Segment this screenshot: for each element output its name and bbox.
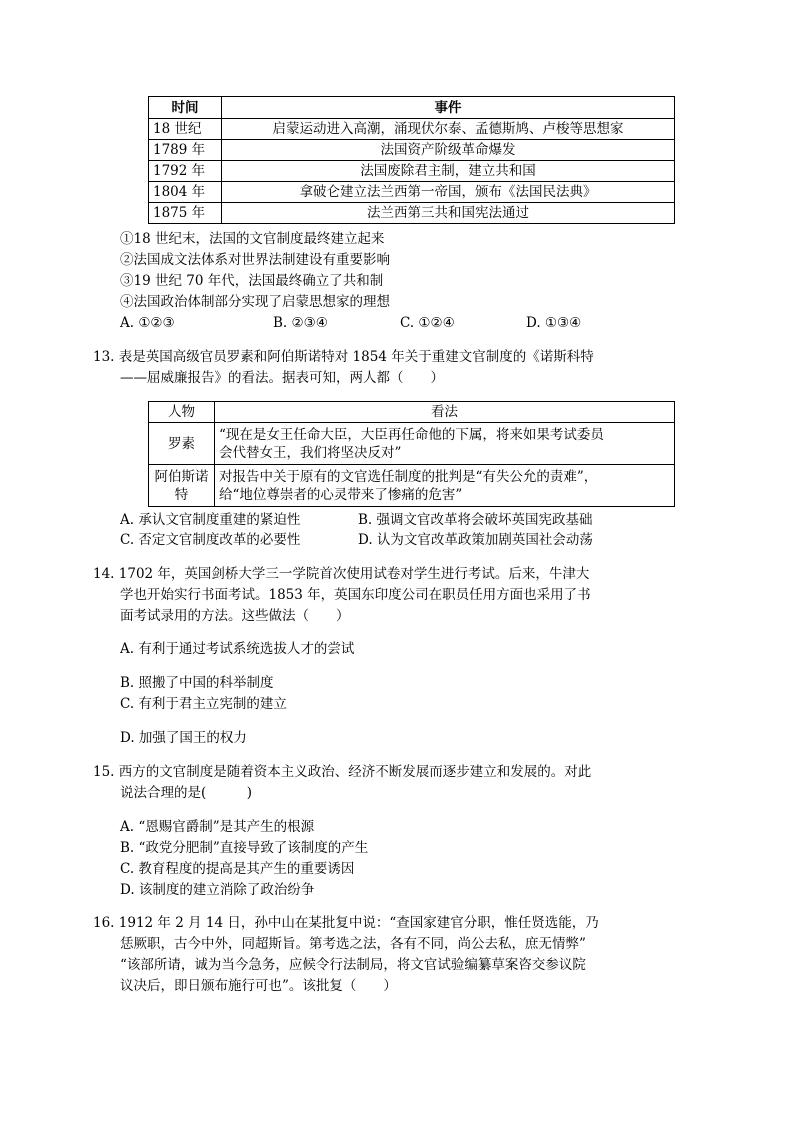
option-c: C. ①②④ — [400, 315, 455, 331]
table-row — [149, 182, 675, 203]
statement-3: ③19 世纪 70 年代，法国最终确立了共和制 — [120, 273, 384, 289]
table-header-event: 事件 — [222, 97, 675, 119]
view-line: 会代替女王，我们将坚决反对” — [219, 444, 402, 461]
question-13-stem-line: ——屈威廉报告》的看法。据表可知，两人都（ ） — [120, 370, 444, 386]
table-row — [149, 161, 675, 182]
table-cell-event: 拿破仑建立法兰西第一帝国，颁布《法国民法典》 — [222, 182, 675, 203]
view-line: 给“地位尊崇者的心灵带来了惨痛的危害” — [219, 486, 463, 503]
option-b: B. ②③④ — [273, 315, 328, 331]
table-row — [149, 203, 675, 224]
statement-1: ①18 世纪末，法国的文官制度最终建立起来 — [120, 231, 385, 247]
table-cell-time: 18 世纪 — [149, 119, 222, 140]
question-14-stem-line: 14. 1702 年，英国剑桥大学三一学院首次使用试卷对学生进行考试。后来，牛津大 — [93, 566, 590, 582]
question-16-stem-line: “该部所请，诚为当今急务，应候令行法制局，将文官试验编纂草案咨交参议院 — [120, 957, 586, 973]
question-13-stem-line: 13. 表是英国高级官员罗素和阿伯斯诺特对 1854 年关于重建文官制度的《诺斯科特 — [93, 349, 594, 365]
opinions-table — [148, 401, 675, 507]
option-b: B. 强调文官改革将会破坏英国宪政基础 — [358, 512, 593, 528]
statement-4: ④法国政治体制部分实现了启蒙思想家的理想 — [120, 294, 390, 310]
statement-2: ②法国成文法体系对世界法制建设有重要影响 — [120, 252, 390, 268]
table-cell-time: 1875 年 — [149, 203, 222, 224]
view-line: 对报告中关于原有的文官选任制度的批判是“有失公允的责难”， — [219, 468, 598, 485]
table-cell-event: 启蒙运动进入高潮，涌现伏尔泰、孟德斯鸠、卢梭等思想家 — [222, 119, 675, 140]
table-row — [149, 423, 675, 465]
question-15-stem-line: 说法合理的是( ) — [120, 785, 253, 801]
option-c: C. 有利于君主立宪制的建立 — [120, 696, 287, 712]
question-15-stem-line: 15. 西方的文官制度是随着资本主义政治、经济不断发展而逐步建立和发展的。对此 — [93, 764, 592, 780]
question-16-stem-line: 议决后，即日颁布施行可也”。该批复（ ） — [120, 978, 397, 994]
table-cell-person: 罗素 — [149, 423, 215, 465]
table-cell-event: 法国资产阶级革命爆发 — [222, 140, 675, 161]
question-14-stem-line: 面考试录用的方法。这些做法（ ） — [120, 608, 350, 624]
option-a: A. 有利于通过考试系统选拔人才的尝试 — [120, 641, 355, 657]
option-a: A. ①②③ — [120, 315, 175, 331]
table-row — [149, 140, 675, 161]
table-cell-event: 法兰西第三共和国宪法通过 — [222, 203, 675, 224]
table-cell-event: 法国废除君主制，建立共和国 — [222, 161, 675, 182]
table-cell-time: 1804 年 — [149, 182, 222, 203]
question-16-stem-line: 16. 1912 年 2 月 14 日，孙中山在某批复中说：“查国家建官分职，惟任贤选能，乃 — [93, 915, 599, 931]
option-d: D. 加强了国王的权力 — [120, 730, 247, 746]
table-cell-time: 1792 年 — [149, 161, 222, 182]
table-row — [149, 119, 675, 140]
option-c: C. 教育程度的提高是其产生的重要诱因 — [120, 861, 355, 877]
table-header-view: 看法 — [215, 402, 675, 423]
question-14-stem-line: 学也开始实行书面考试。1853 年，英国东印度公司在职员任用方面也采用了书 — [120, 587, 591, 603]
question-16-stem-line: 恁厥职，古今中外，同超斯旨。第考选之法，各有不同，尚公去私，庶无情弊” — [120, 936, 586, 952]
table-cell-view — [215, 423, 675, 465]
table-row — [149, 465, 675, 507]
option-d: D. 该制度的建立消除了政治纷争 — [120, 882, 315, 898]
option-c: C. 否定文官制度改革的必要性 — [120, 532, 301, 548]
option-b: B. “政党分肥制”直接导致了该制度的产生 — [120, 840, 369, 856]
table-cell-person: 阿伯斯诺特 — [149, 465, 215, 507]
option-d: D. 认为文官改革政策加剧英国社会动荡 — [358, 532, 593, 548]
option-d: D. ①③④ — [526, 315, 582, 331]
option-a: A. 承认文官制度重建的紧迫性 — [120, 512, 301, 528]
table-cell-view — [215, 465, 675, 507]
events-table — [148, 96, 675, 224]
table-header-person: 人物 — [149, 402, 215, 423]
table-header-time: 时间 — [149, 97, 222, 119]
view-line: “现在是女王任命大臣，大臣再任命他的下属，将来如果考试委员 — [219, 426, 604, 443]
table-cell-time: 1789 年 — [149, 140, 222, 161]
option-a: A. “恩赐官爵制”是其产生的根源 — [120, 819, 315, 835]
option-b: B. 照搬了中国的科举制度 — [120, 675, 274, 691]
